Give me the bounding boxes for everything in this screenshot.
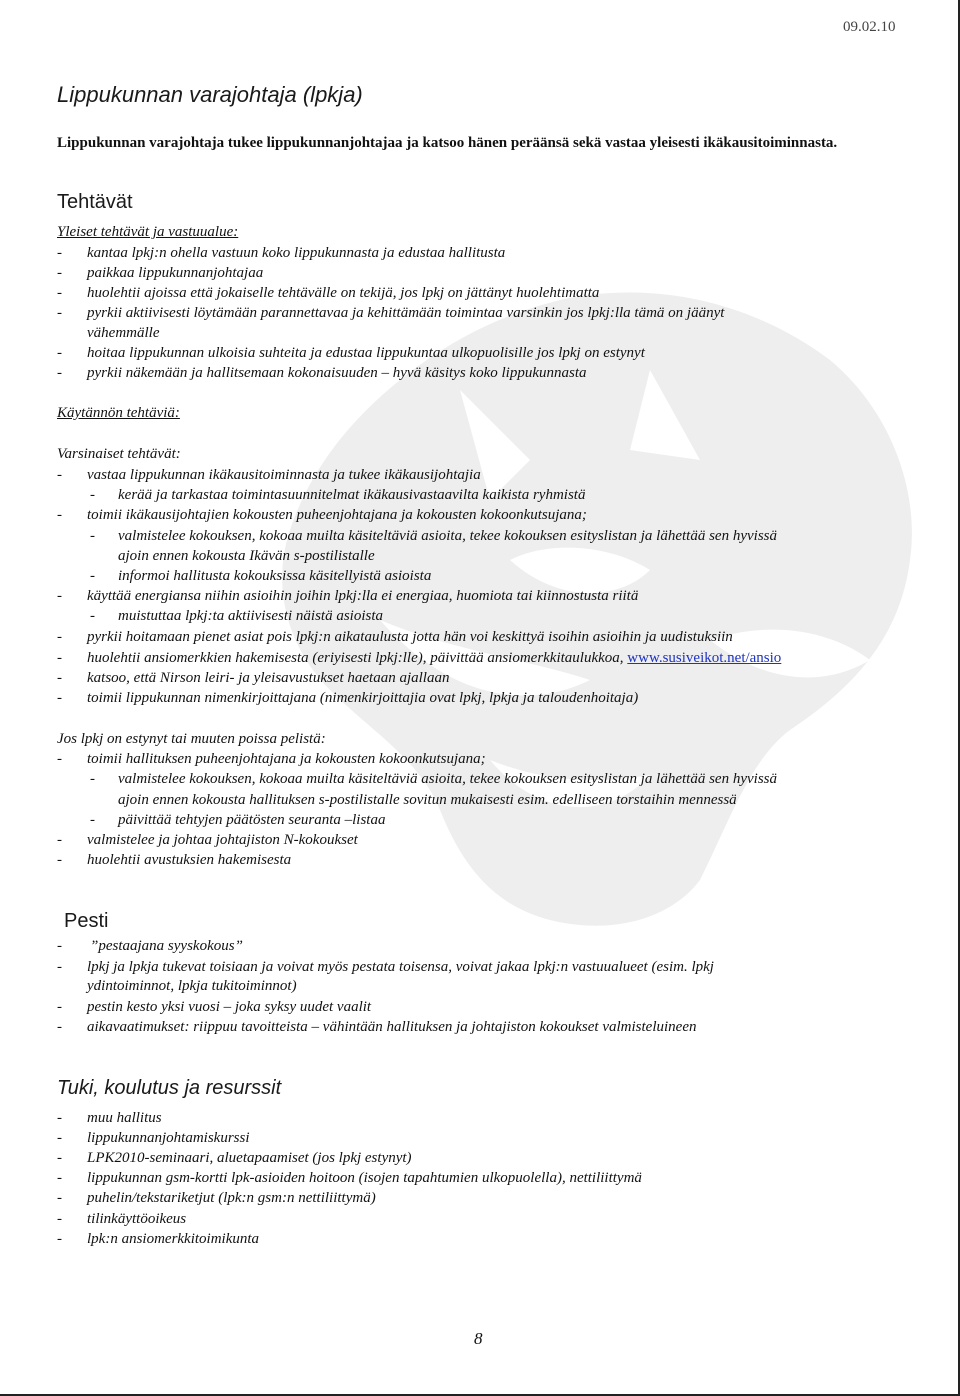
page-title: Lippukunnan varajohtaja (lpkja) xyxy=(57,82,363,107)
list-item: lippukunnan gsm-kortti lpk-asioiden hoitoon (isojen tapahtumien ulkopuolella), nettiliittymä xyxy=(87,1170,642,1186)
list-item: pyrkii hoitamaan pienet asiat pois lpkj:n aikataulusta jotta hän voi keskittyä isoihin asioihin ja uudistuksiin xyxy=(87,629,733,645)
section-heading-tehtavat: Tehtävät xyxy=(57,191,133,213)
list-dash: - xyxy=(57,650,62,666)
list-dash: - xyxy=(57,1110,62,1126)
list-dash: - xyxy=(57,265,62,281)
list-dash: - xyxy=(57,507,62,523)
section-heading-tuki: Tuki, koulutus ja resurssit xyxy=(57,1077,282,1099)
list-item-continued: vähemmälle xyxy=(87,325,160,341)
list-dash: - xyxy=(90,487,95,503)
list-dash: - xyxy=(90,812,95,828)
list-dash: - xyxy=(57,1211,62,1227)
list-item-continued: ydintoiminnot, lpkja tukitoiminnot) xyxy=(87,978,297,994)
list-item: toimii ikäkausijohtajien kokousten puheenjohtajana ja kokousten kokoonkutsujana; xyxy=(87,507,587,523)
section-heading-pesti: Pesti xyxy=(64,910,109,932)
list-item: pyrkii näkemään ja hallitsemaan kokonaisuuden – hyvä käsitys koko lippukunnasta xyxy=(87,365,587,381)
list-item: toimii lippukunnan nimenkirjoittajana (nimenkirjoittajia ovat lpkj, lpkja ja taloudenhoitaja) xyxy=(87,690,639,706)
list-item: huolehtii avustuksien hakemisesta xyxy=(87,852,292,868)
list-dash: - xyxy=(57,670,62,686)
list-dash: - xyxy=(57,1170,62,1186)
list-dash: - xyxy=(90,608,95,624)
list-item: tilinkäyttöoikeus xyxy=(87,1211,187,1227)
actual-tasks-label: Varsinaiset tehtävät: xyxy=(57,446,181,462)
list-item: käyttää energiansa niihin asioihin joihin lpkj:lla ei energiaa, huomiota tai kiinnostusta riitä xyxy=(87,588,639,604)
list-dash: - xyxy=(57,1231,62,1247)
list-dash: - xyxy=(90,771,95,787)
list-item: lpkj ja lpkja tukevat toisiaan ja voivat myös pestata toisensa, voivat jakaa lpkj:n vastuualueet (esim. lpkj xyxy=(87,959,714,975)
ansio-link[interactable]: www.susiveikot.net/ansio xyxy=(627,650,782,666)
list-item: vastaa lippukunnan ikäkausitoiminnasta ja tukee ikäkausijohtajia xyxy=(87,467,481,483)
list-item: valmistelee ja johtaa johtajiston N-kokoukset xyxy=(87,832,358,848)
list-item: puhelin/tekstariketjut (lpk:n gsm:n nettiliittymä) xyxy=(87,1190,376,1206)
list-dash: - xyxy=(57,938,62,954)
list-dash: - xyxy=(57,629,62,645)
sub-list-item: päivittää tehtyjen päätösten seuranta –listaa xyxy=(118,812,386,828)
list-item xyxy=(87,648,781,668)
list-dash: - xyxy=(57,1130,62,1146)
page-number: 8 xyxy=(474,1329,483,1348)
sub-list-item-continued: ajoin ennen kokousta Ikävän s-postilistalle xyxy=(118,548,375,564)
list-dash: - xyxy=(57,285,62,301)
list-dash: - xyxy=(57,245,62,261)
sub-list-item: valmistelee kokouksen, kokoaa muilta käsiteltäviä asioita, tekee kokouksen esityslistan ja lähettää sen hyvissä xyxy=(118,528,777,544)
list-dash: - xyxy=(57,365,62,381)
list-item: pestin kesto yksi vuosi – joka syksy uudet vaalit xyxy=(87,999,372,1015)
list-item: lippukunnanjohtamiskurssi xyxy=(87,1130,250,1146)
general-tasks-label: Yleiset tehtävät ja vastuualue: xyxy=(57,224,239,240)
intro-paragraph: Lippukunnan varajohtaja tukee lippukunnanjohtajaa ja katsoo hänen peräänsä sekä vastaa yleisesti ikäkausitoiminnasta. xyxy=(57,135,838,151)
sub-list-item: valmistelee kokouksen, kokoaa muilta käsiteltäviä asioita, tekee kokouksen esityslistan ja lähettää sen hyvissä xyxy=(118,771,777,787)
sub-list-item: kerää ja tarkastaa toimintasuunnitelmat ikäkausivastaavilta kaikista ryhmistä xyxy=(118,487,586,503)
sub-list-item-continued: ajoin ennen kokousta hallituksen s-postilistalle sovitun mukaisesti esim. edelliseen torstaihin mennessä xyxy=(118,792,737,808)
list-dash: - xyxy=(57,1190,62,1206)
list-dash: - xyxy=(90,568,95,584)
list-item: hoitaa lippukunnan ulkoisia suhteita ja edustaa lippukuntaa ulkopuolisille jos lpkj on estynyt xyxy=(87,345,645,361)
list-item: ”pestaajana syyskokous” xyxy=(90,938,243,954)
list-item: lpk:n ansiomerkkitoimikunta xyxy=(87,1231,260,1247)
list-dash: - xyxy=(57,751,62,767)
list-item: katsoo, että Nirson leiri- ja yleisavustukset haetaan ajallaan xyxy=(87,670,450,686)
list-dash: - xyxy=(57,852,62,868)
list-item: huolehtii ajoissa että jokaiselle tehtävälle on tekijä, jos lpkj on jättänyt huolehtimatta xyxy=(87,285,600,301)
list-item: paikkaa lippukunnanjohtajaa xyxy=(87,265,264,281)
list-dash: - xyxy=(57,467,62,483)
list-item: LPK2010-seminaari, aluetapaamiset (jos lpkj estynyt) xyxy=(87,1150,412,1166)
absent-label: Jos lpkj on estynyt tai muuten poissa pelistä: xyxy=(57,731,326,747)
list-item: pyrkii aktiivisesti löytämään parannettavaa ja kehittämään toimintaa varsinkin jos lpkj:lla tämä on jäänyt xyxy=(87,305,725,321)
document-date: 09.02.10 xyxy=(843,19,896,35)
practical-tasks-label: Käytännön tehtäviä: xyxy=(57,405,180,421)
list-dash: - xyxy=(57,999,62,1015)
list-dash: - xyxy=(90,528,95,544)
list-dash: - xyxy=(57,305,62,321)
list-dash: - xyxy=(57,1019,62,1035)
list-dash: - xyxy=(57,1150,62,1166)
list-dash: - xyxy=(57,959,62,975)
sub-list-item: muistuttaa lpkj:ta aktiivisesti näistä asioista xyxy=(118,608,383,624)
list-item: toimii hallituksen puheenjohtajana ja kokousten kokoonkutsujana; xyxy=(87,751,486,767)
list-dash: - xyxy=(57,345,62,361)
list-dash: - xyxy=(57,690,62,706)
sub-list-item: informoi hallitusta kokouksissa käsitellyistä asioista xyxy=(118,568,432,584)
list-item: kantaa lpkj:n ohella vastuun koko lippukunnasta ja edustaa hallitusta xyxy=(87,245,506,261)
list-item-text: huolehtii ansiomerkkien hakemisesta (eriyisesti lpkj:lle), päivittää ansiomerkkitaulukkoa, xyxy=(87,650,628,666)
list-dash: - xyxy=(57,588,62,604)
list-item: aikavaatimukset: riippuu tavoitteista – vähintään hallituksen ja johtajiston kokoukset valmisteluineen xyxy=(87,1019,697,1035)
list-dash: - xyxy=(57,832,62,848)
list-item: muu hallitus xyxy=(87,1110,162,1126)
